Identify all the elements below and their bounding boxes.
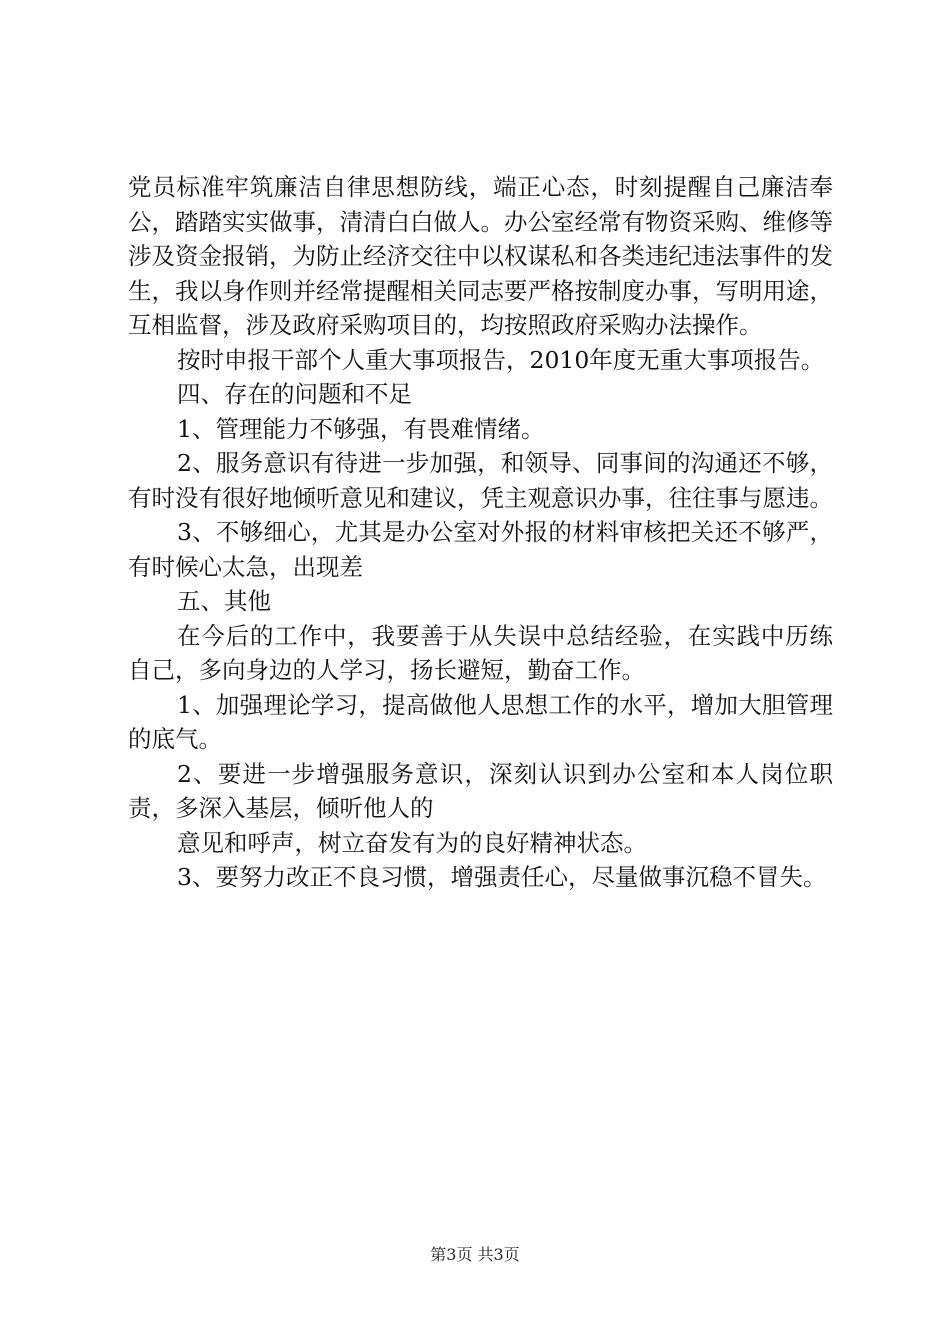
document-body xyxy=(128,170,833,895)
paragraph-future-work: 在今后的工作中，我要善于从失误中总结经验，在实践中历练自己，多向身边的人学习，扬长避短，勤奋工作。 xyxy=(128,621,833,684)
plan-item-2: 2、要进一步增强服务意识，深刻认识到办公室和本人岗位职责，多深入基层，倾听他人的 xyxy=(128,759,833,822)
section-heading-problems: 四、存在的问题和不足 xyxy=(177,380,412,408)
paragraph-personal-report: 按时申报干部个人重大事项报告，2010年度无重大事项报告。 xyxy=(177,345,825,374)
problem-item-2: 2、服务意识有待进一步加强，和领导、同事间的沟通还不够，有时没有很好地倾听意见和建议，凭主观意识办事，往往事与愿违。 xyxy=(128,449,833,512)
plan-item-2-continued: 意见和呼声，树立奋发有为的良好精神状态。 xyxy=(177,828,647,857)
paragraph-continuation: 党员标准牢筑廉洁自律思想防线，端正心态，时刻提醒自己廉洁奉公，踏踏实实做事，清清白白做人。办公室经常有物资采购、维修等涉及资金报销，为防止经济交往中以权谋私和各类违纪违法事件的发生，我以身作则并经常提醒相关同志要严格按制度办事，写明用途，互相监督，涉及政府采购项目的，均按照政府采购办法操作。 xyxy=(128,173,833,339)
plan-item-3: 3、要努力改正不良习惯，增强责任心，尽量做事沉稳不冒失。 xyxy=(177,863,827,891)
problem-item-3: 3、不够细心，尤其是办公室对外报的材料审核把关还不够严，有时候心太急，出现差 xyxy=(128,518,833,581)
plan-item-1: 1、加强理论学习，提高做他人思想工作的水平，增加大胆管理的底气。 xyxy=(128,690,833,753)
problem-item-1: 1、管理能力不够强，有畏难情绪。 xyxy=(177,414,545,443)
page-footer: 第3页 共3页 xyxy=(430,1245,520,1264)
section-heading-other: 五、其他 xyxy=(177,587,271,615)
